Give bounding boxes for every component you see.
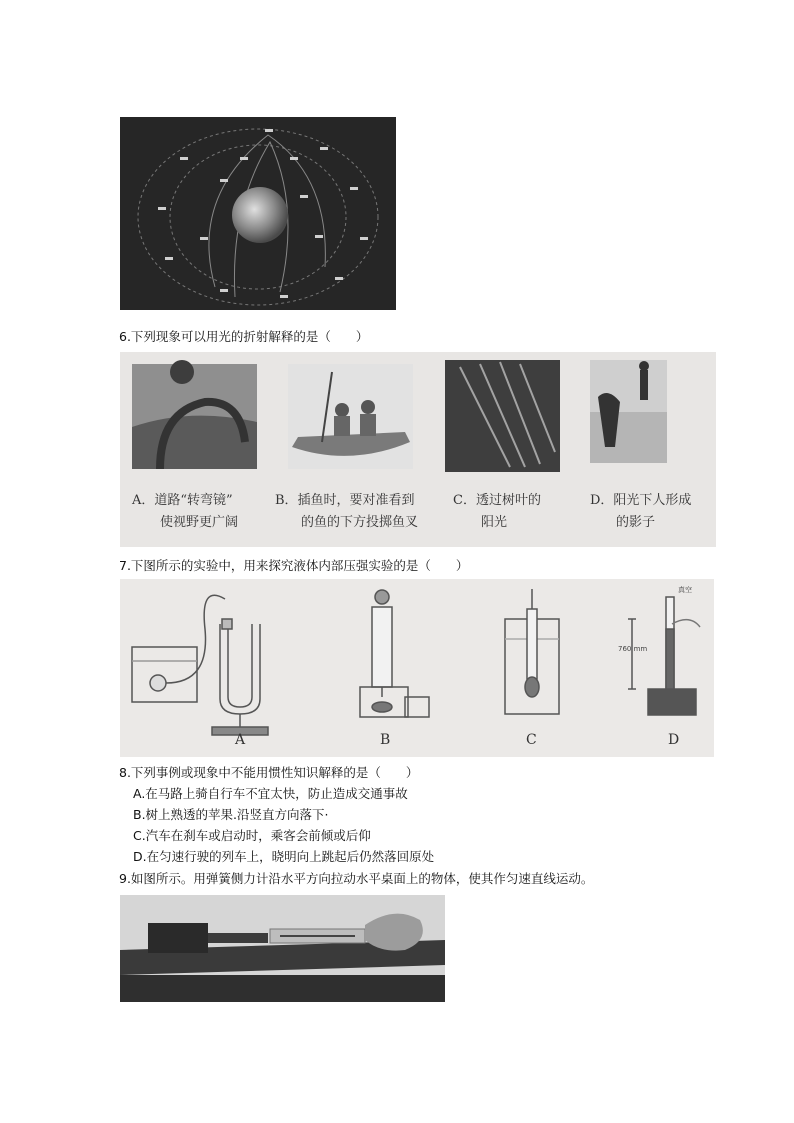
question-9-stem: 9.如图所示。用弹簧侧力计沿水平方向拉动水平桌面上的物体，使其作匀速直线运动。: [119, 871, 594, 886]
block: [148, 923, 208, 953]
question-8-stem: 8.下列事例或现象中不能用惯性知识解释的是（ ）: [119, 765, 419, 780]
apparatus-c-hydrometer: [505, 589, 559, 714]
q8-option-d: D.在匀速行驶的列车上，晓明向上跳起后仍然落回原处: [133, 849, 435, 864]
question-7-figure: [120, 579, 714, 757]
q6-option-c-line2: 阳光: [481, 515, 508, 530]
q6-option-b-line2: 的鱼的下方投掷鱼叉: [301, 515, 419, 530]
label-d: D: [668, 732, 680, 748]
question-6-figure: [120, 352, 716, 547]
q8-option-a: A.在马路上骑自行车不宜太快，防止造成交通事故: [133, 786, 408, 801]
q6-option-a-line2: 使视野更广阔: [160, 515, 239, 530]
question-6-stem: 6.下列现象可以用光的折射解释的是（ ）: [119, 329, 369, 344]
tube-mark-label: 760 mm: [618, 645, 648, 653]
label-c: C: [526, 732, 537, 748]
question-9-figure: [120, 895, 445, 1002]
q6-option-a-line1: A．道路“转弯镜”: [132, 493, 233, 508]
q6-option-b-line1: B．插鱼时，要对准看到: [275, 493, 415, 508]
label-b: B: [380, 732, 391, 748]
question-7-stem: 7.下图所示的实验中，用来探究液体内部压强实验的是（ ）: [119, 558, 469, 573]
satellite-orbit-figure: [120, 117, 396, 310]
apparatus-a-manometer: [132, 595, 268, 735]
label-a: A: [235, 732, 246, 748]
question-7-apparatus: [120, 579, 714, 757]
q6-option-c-line1: C．透过树叶的: [453, 493, 541, 508]
q8-option-b: B.树上熟透的苹果.沿竖直方向落下·: [133, 807, 329, 822]
apparatus-b-spring-scale: [360, 590, 429, 717]
vacuum-label: 真空: [678, 586, 692, 594]
earth-globe: [232, 187, 288, 243]
spring-scale-pulling-block: [120, 895, 445, 1002]
q6-option-d-line1: D．阳光下人形成: [590, 493, 692, 508]
q8-option-c: C.汽车在刹车或启动时，乘客会前倾或后仰: [133, 828, 371, 843]
q6-option-d-line2: 的影子: [616, 515, 656, 530]
satellite-orbit-drawing: [120, 117, 396, 310]
apparatus-d-torricelli: [628, 597, 700, 715]
